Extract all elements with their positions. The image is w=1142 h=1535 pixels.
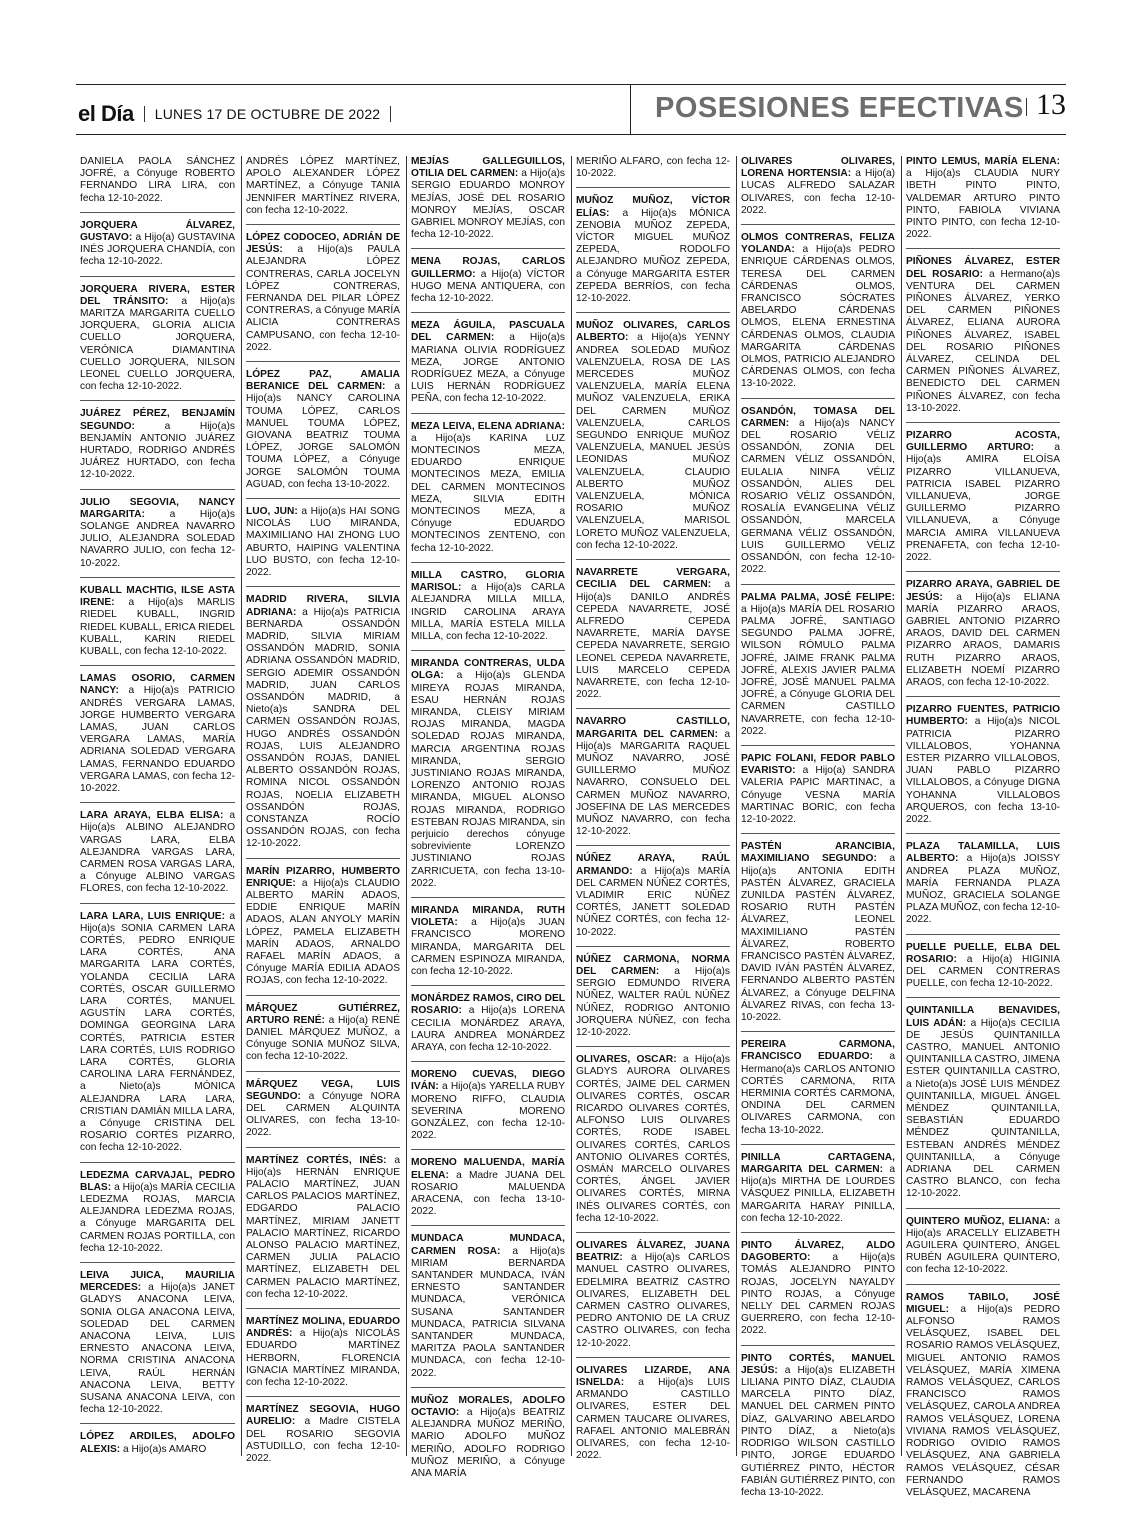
deceased-name: MUÑOZ MUÑOZ, VÍCTOR ELÍAS: <box>576 195 730 219</box>
notice-entry <box>741 406 895 585</box>
notice-entry <box>80 1431 235 1462</box>
notice-entry <box>576 567 730 709</box>
heirs-text: a Hijo(a)s GLENDA MIREYA ROJAS MIRANDA, ESAU HERNÁN ROJAS MIRANDA, CLEISY MIRIAM ROJAS MIRANDA, MAGDA SOLEDAD ROJAS MIRANDA, MARCIA ARGENTINA ROJAS MIRANDA, SERGIO JUSTINIANO ROJAS MIRANDA, LORENZO ANTONIO ROJAS MIRANDA, MIGUEL ALONSO ROJAS MIRANDA, RODRIGO ESTEBAN ROJAS MIRANDA, sin perjuicio derechos cónyuge sobreviviente LORENZO JUSTINIANO ROJAS ZARRICUETA, con fecha 13-10-2022. <box>411 670 565 889</box>
heirs-text: a Hijo(a)s GLADYS AURORA OLIVARES CORTÉS, JAIME DEL CARMEN OLIVARES CORTÉS, OSCAR RICARDO OLIVARES CORTÉS, ALFONSO LUIS OLIVARES CORTÉS, RODE ISABEL OLIVARES CORTÉS, CARLOS ANTONIO OLIVARES CORTÉS, OSMÁN MARCELO OLIVARES CORTÉS, ÁNGEL JAVIER OLIVARES CORTÉS, MIRNA INÉS OLIVARES CORTÉS, con fecha 12-10-2022. <box>576 1054 730 1224</box>
heirs-text: a Hijo(a)s TOMÁS ALEJANDRO PINTO ROJAS, JOCELYN NAYALDY PINTO ROJAS, a Cónyuge NELLY DEL CARMEN ROJAS GUERRERO, con fecha 12-10-2022. <box>741 1252 895 1337</box>
deceased-name: PAPIC FOLANI, FEDOR PABLO EVARISTO: <box>741 752 895 777</box>
heirs-text: a Hijo(a)s CARLA ALEJANDRA MILLA MILLA, INGRID CAROLINA ARAYA MILLA, MARÍA ESTELA MILLA MILLA, con fecha 12-10-2022. <box>411 582 565 642</box>
heirs-text: a Hijo(a)s BENJAMÍN ANTONIO JUÁREZ HURTADO, RODRIGO ANDRÉS JUÁREZ HURTADO, con fecha 12-10-2022. <box>80 420 235 481</box>
notice-entry <box>246 506 400 587</box>
deceased-name: PASTÉN ARANCIBIA, MAXIMILIANO SEGUNDO: <box>741 841 895 865</box>
heirs-text: a Hijo(a)s MARGARITA RAQUEL MUÑOZ NAVARRO, JOSÉ GUILLERMO MUÑOZ NAVARRO, CONSUELO DEL CARMEN MUÑOZ NAVARRO, JOSEFINA DE LAS MERCEDES MUÑOZ NAVARRO, con fecha 12-10-2022. <box>576 728 730 838</box>
heirs-text: a Hijo(a)s HERNÁN ENRIQUE PALACIO MARTÍNEZ, JUAN CARLOS PALACIOS MARTÍNEZ, EDGARDO PALACIO MARTÍNEZ, MIRIAM JANETT PALACIO MARTÍNEZ, RICARDO ALONSO PALACIO MARTÍNEZ, CARMEN JULIA PALACIO MARTÍNEZ, ELIZABETH DEL CARMEN PALACIO MARTÍNEZ, con fecha 12-10-2022. <box>246 1154 400 1300</box>
heirs-text: a Hijo(a)s MÓNICA ZENOBIA MUÑOZ ZEPEDA, VÍCTOR MIGUEL MUÑOZ ZEPEDA, RODOLFO ALEJANDRO MUÑOZ ZEPEDA, a Cónyuge MARGARITA ESTER ZEPEDA BERRÍOS, con fecha 12-10-2022. <box>576 207 730 305</box>
deceased-name: MARTÍNEZ MOLINA, EDUARDO ANDRÉS: <box>246 1316 400 1340</box>
heirs-text: a Hijo(a)s MARÍA DEL CARMEN NÚÑEZ CORTÉS, VLADIMIR ERIC NÚÑEZ CORTÉS, JANETT SOLEDAD NÚÑEZ CORTÉS, con fecha 12-10-2022. <box>576 865 730 938</box>
deceased-name: LÓPEZ PAZ, AMALIA BERANICE DEL CARMEN: <box>246 369 400 393</box>
notice-entry <box>80 156 235 213</box>
deceased-name: OLMOS CONTRERAS, FELIZA YOLANDA: <box>741 232 895 256</box>
header-vertical-rule <box>630 84 631 134</box>
notice-entry <box>906 579 1060 697</box>
heirs-text: a Hijo(a)s JANET GLADYS ANACONA LEIVA, SONIA OLGA ANACONA LEIVA, SOLEDAD DEL CARMEN ANACONA LEIVA, LUIS ERNESTO ANACONA LEIVA, NORMA CRISTINA ANACONA LEIVA, RAÚL HERNÁN ANACONA LEIVA, BETTY SUSANA ANACONA LEIVA, con fecha 12-10-2022. <box>80 1282 235 1416</box>
notice-entry <box>411 1395 565 1487</box>
heirs-text: a Hijo(a)s NICOL PATRICIA PIZARRO VILLALOBOS, YOHANNA ESTER PIZARRO VILLALOBOS, JUAN PABLO PIZARRO VILLALOBOS, a Cónyuge DIGNA YOHANNA VILLALOBOS ARQUEROS, con fecha 13-10-2022. <box>906 716 1060 825</box>
deceased-name: PIZARRO ACOSTA, GUILLERMO ARTURO: <box>906 430 1060 454</box>
deceased-name: LAMAS OSORIO, CARMEN NANCY: <box>80 673 235 697</box>
notice-entry <box>246 156 400 225</box>
notice-entry <box>906 430 1060 572</box>
notice-entry <box>576 156 730 188</box>
notice-entry <box>411 1069 565 1150</box>
deceased-name: MUNDACA MUNDACA, CARMEN ROSA: <box>411 1233 565 1257</box>
header-top-rule <box>76 84 1066 85</box>
notice-entry <box>246 1079 400 1148</box>
notice-entry <box>411 256 565 313</box>
heirs-text: MERIÑO ALFARO, con fecha 12-10-2022. <box>576 156 730 180</box>
heirs-text: a Hijo(a)s BEATRIZ ALEJANDRA MUÑOZ MERIÑO, MARIO ADOLFO MUÑOZ MERIÑO, ADOLFO RODRIGO MUÑOZ MERIÑO, a Cónyuge ANA MARÍA <box>411 1407 565 1480</box>
deceased-name: PIZARRO FUENTES, PATRICIO HUMBERTO: <box>906 704 1060 728</box>
heirs-text: a Hijo(a)s DANILO ANDRÉS CEPEDA NAVARRETE, JOSÉ ALFREDO CEPEDA NAVARRETE, MARÍA DAYSE CEPEDA NAVARRETE, SERGIO LEONEL CEPEDA NAVARRETE, LUIS MARCELO CEPEDA NAVARRETE, con fecha 12-10-2022. <box>576 579 730 701</box>
deceased-name: QUINTERO MUÑOZ, ELIANA: <box>906 1215 1050 1227</box>
notice-entry <box>246 1316 400 1397</box>
masthead <box>78 100 401 128</box>
notice-entry <box>906 1216 1060 1285</box>
notice-entry <box>906 942 1060 999</box>
masthead-divider <box>144 106 145 122</box>
heirs-text: a Hijo(a) GUSTAVINA INÉS JORQUERA CHANDÍA, con fecha 12-10-2022. <box>80 232 235 268</box>
notice-entry <box>906 256 1060 423</box>
heirs-text: a Hijo(a)s SERGIO EDUARDO MONROY MEJÍAS, JOSÉ DEL ROSARIO MONROY MEJÍAS, OSCAR GABRIEL MONROY MEJÍAS, con fecha 12-10-2022. <box>411 168 565 241</box>
deceased-name: LÓPEZ CODOCEO, ADRIÁN DE JESÚS: <box>246 232 400 256</box>
heirs-text: a Hijo(a)s LORENA CECILIA MONÁRDEZ ARAYA, LAURA ANDREA MONÁRDEZ ARAYA, con fecha 12-10-2022. <box>411 1005 565 1053</box>
column-6 <box>901 156 1066 1498</box>
heirs-text: ANDRÉS LÓPEZ MARTÍNEZ, APOLO ALEXANDER LÓPEZ MARTÍNEZ, a Cónyuge TANIA JENNIFER MARTÍNEZ RIVERA, con fecha 12-10-2022. <box>246 156 400 216</box>
heirs-text: DANIELA PAOLA SÁNCHEZ JOFRÉ, a Cónyuge ROBERTO FERNANDO LIRA LIRA, con fecha 12-10-2022. <box>80 156 235 204</box>
notice-entry <box>411 421 565 563</box>
deceased-name: LUO, JUN: <box>246 506 298 518</box>
column-5 <box>736 156 901 1498</box>
heirs-text: a Hijo(a)s MARITZA MARGARITA CUELLO JORQUERA, GLORIA ALICIA CUELLO JORQUERA, VERÓNICA DIAMANTINA CUELLO JORQUERA, NILSON LEONEL CUELLO JORQUERA, con fecha 12-10-2022. <box>80 295 235 393</box>
notice-entry <box>80 408 235 489</box>
notice-entry <box>80 673 235 803</box>
notice-entry <box>906 156 1060 249</box>
deceased-name: OLIVARES ÁLVAREZ, JUANA BEATRIZ: <box>576 1240 730 1264</box>
deceased-name: MÁRQUEZ VEGA, LUIS SEGUNDO: <box>246 1078 400 1102</box>
deceased-name: OSANDÓN, TOMASA DEL CARMEN: <box>741 405 895 429</box>
notice-entry <box>576 195 730 313</box>
heirs-text: a Hijo(a)s YENNY ANDREA SOLEDAD MUÑOZ VALENZUELA, ROSA DE LAS MERCEDES MUÑOZ VALENZUELA, MARÍA ELENA MUÑOZ VALENZUELA, ERIKA DEL CARMEN MUÑOZ VALENZUELA, CARLOS SEGUNDO ENRIQUE MUÑOZ VALENZUELA, MANUEL JESÚS LEONIDAS MUÑOZ VALENZUELA, CLAUDIO ALBERTO MUÑOZ VALENZUELA, MÓNICA ROSARIO MUÑOZ VALENZUELA, MARISOL LORETO MUÑOZ VALENZUELA, con fecha 12-10-2022. <box>576 332 730 551</box>
heirs-text: a Hijo(a) RENÉ DANIEL MÁRQUEZ MUÑOZ, a Cónyuge SONIA MUÑOZ SILVA, con fecha 12-10-2022. <box>246 1014 400 1063</box>
heirs-text: a Hijo(a)s MARÍA DEL ROSARIO PALMA JOFRÉ, SANTIAGO SEGUNDO PALMA JOFRÉ, WILSON RÓMULO PALMA JOFRÉ, JAIME FRANK PALMA JOFRÉ, ALEXIS JAVIER PALMA JOFRÉ, JOSÉ MANUEL PALMA JOFRÉ, a Cónyuge GLORIA DEL CARMEN CASTILLO NAVARRETE, con fecha 12-10-2022. <box>741 603 895 737</box>
notice-entry <box>246 232 400 362</box>
notice-entry <box>576 853 730 946</box>
notice-entry <box>576 716 730 846</box>
notice-entry <box>741 1039 895 1145</box>
deceased-name: LEDEZMA CARVAJAL, PEDRO BLAS: <box>80 1169 235 1193</box>
heirs-text: a Hijo(a)s NANCY DEL ROSARIO VÉLIZ OSSANDÓN, ZONIA DEL CARMEN VÉLIZ OSSANDÓN, EULALIA NINFA VÉLIZ OSSANDÓN, ALIES DEL ROSARIO VÉLIZ OSSANDÓN, ROSALÍA EVANGELINA VÉLIZ OSSANDÓN, MARCELA GERMANA VÉLIZ OSSANDÓN, LUIS GUILLERMO VÉLIZ OSSANDÓN, con fecha 12-10-2022. <box>741 417 895 576</box>
heirs-text: a Hijo(a)s NANCY CAROLINA TOUMA LÓPEZ, CARLOS MANUEL TOUMA LÓPEZ, GIOVANA BEATRIZ TOUMA LÓPEZ, JORGE SALOMÓN TOUMA LÓPEZ, a Cónyuge JORGE SALOMÓN TOUMA AGUAD, con fecha 13-10-2022. <box>246 381 400 490</box>
heirs-text: a Hijo(a)s YARELLA RUBY MORENO RIFFO, CLAUDIA SEVERINA MORENO GONZÁLEZ, con fecha 12-10-2022. <box>411 1081 565 1142</box>
notice-entry <box>906 841 1060 934</box>
notice-entry <box>246 1003 400 1072</box>
notice-entry <box>80 810 235 903</box>
heirs-text: a Madre CISTELA DEL ROSARIO SEGOVIA ASTUDILLO, con fecha 12-10-2022. <box>246 1416 400 1465</box>
heirs-text: a Hijo(a) VÍCTOR HUGO MENA ANTIQUERA, con fecha 12-10-2022. <box>411 268 565 305</box>
notice-entry <box>411 905 565 986</box>
notice-entry <box>246 1404 400 1472</box>
heirs-text: a Hijo(a)s ALBINO ALEJANDRO VARGAS LARA, ELBA ALEJANDRA VARGAS LARA, CARMEN ROSA VARGAS LARA, a Cónyuge ALBINO VARGAS FLORES, con fecha 12-10-2022. <box>80 810 235 895</box>
heirs-text: a Hermano(a)s VENTURA DEL CARMEN PIÑONES ÁLVAREZ, YERKO DEL CARMEN PIÑONES ÁLVAREZ, ELIANA AURORA PIÑONES ÁLVAREZ, ISABEL DEL ROSARIO PIÑONES ÁLVAREZ, CELINDA DEL CARMEN PIÑONES ÁLVAREZ, BENEDICTO DEL CARMEN PIÑONES ÁLVAREZ, con fecha 13-10-2022. <box>906 268 1060 414</box>
heirs-text: a Hijo(a)s ARACELLY ELIZABETH AGUILERA QUINTERO, ÁNGEL RUBÉN AGUILERA QUINTERO, con fecha 12-10-2022. <box>906 1215 1060 1276</box>
heirs-text: a Hijo(a)s PATRICIA BERNARDA OSSANDÓN MADRID, SILVIA MIRIAM OSSANDÓN MADRID, SONIA ADRIANA OSSANDÓN MADRID, SERGIO ADEMIR OSSANDÓN MADRID, JUAN CARLOS OSSANDÓN MADRID, a Nieto(a)s SANDRA DEL CARMEN OSSANDÓN ROJAS, HUGO ANDRÉS OSSANDÓN ROJAS, LUIS ALEJANDRO OSSANDÓN ROJAS, DANIEL ALBERTO OSSANDÓN ROJAS, ROMINA NICOL OSSANDÓN ROJAS, NOELIA ELIZABETH OSSANDÓN ROJAS, CONSTANZA ROCÍO OSSANDÓN ROJAS, con fecha 12-10-2022. <box>246 606 400 850</box>
notice-entry <box>741 592 895 746</box>
notice-entry <box>80 220 235 277</box>
notice-entry <box>741 841 895 1032</box>
heirs-text: a Hijo(a)s CARLOS MANUEL CASTRO OLIVARES, EDELMIRA BEATRIZ CASTRO OLIVARES, ELIZABETH DEL CARMEN CASTRO OLIVARES, PEDRO ANTONIO DE LA CRUZ CASTRO OLIVARES, con fecha 12-10-2022. <box>576 1252 730 1349</box>
notice-entry <box>741 232 895 399</box>
notice-entry <box>411 993 565 1062</box>
deceased-name: LARA ARAYA, ELBA ELISA: <box>80 810 224 822</box>
page-number-divider <box>1026 98 1027 116</box>
deceased-name: MARTÍNEZ CORTÉS, INÉS: <box>246 1154 387 1166</box>
heirs-text: a Madre JUANA DEL ROSARIO MALUENDA ARACENA, con fecha 13-10-2022. <box>411 1169 565 1218</box>
heirs-text: a Hijo(a)s AMIRA ELOÍSA PIZARRO VILLANUEVA, PATRICIA ISABEL PIZARRO VILLANUEVA, JORGE GUILLERMO PIZARRO VILLANUEVA, a Cónyuge MARCIA AMIRA VILLANUEVA PRENAFETA, con fecha 12-10-2022. <box>906 442 1060 564</box>
notice-entry <box>741 753 895 834</box>
heirs-text: a Hijo(a)s SOLANGE ANDREA NAVARRO JULIO, ALEJANDRA SOLEDAD NAVARRO JULIO, con fecha 12-10-2022. <box>80 508 235 569</box>
deceased-name: JUÁREZ PÉREZ, BENJAMÍN SEGUNDO: <box>80 408 235 432</box>
heirs-text: a Hijo(a)s PEDRO ALFONSO RAMOS VELÁSQUEZ, ISABEL DEL ROSARIO RAMOS VELÁSQUEZ, MIGUEL ANTONIO RAMOS VELÁSQUEZ, MARÍA XIMENA RAMOS VELÁSQUEZ, CARLOS FRANCISCO RAMOS VELÁSQUEZ, CAROLA ANDREA RAMOS VELÁSQUEZ, LORENA VIVIANA RAMOS VELÁSQUEZ, RODRIGO OVIDIO RAMOS VELÁSQUEZ, ANA GABRIELA RAMOS VELÁSQUEZ, CÉSAR FERNANDO RAMOS VELÁSQUEZ, MACARENA <box>906 1303 1060 1498</box>
notice-entry <box>411 156 565 249</box>
heirs-text: a Hijo(a)s ELIANA MARÍA PIZARRO ARAOS, GABRIEL ANTONIO PIZARRO ARAOS, DAVID DEL CARMEN PIZARRO ARAOS, DAMARIS RUTH PIZARRO ARAOS, ELIZABETH NOEMÍ PIZARRO ARAOS, con fecha 12-10-2022. <box>906 591 1060 688</box>
notice-entry <box>576 1054 730 1233</box>
notice-entry <box>576 1240 730 1358</box>
deceased-name: MORENO CUEVAS, DIEGO IVÁN: <box>411 1069 565 1093</box>
notice-entry <box>246 866 400 996</box>
heirs-text: a Hijo(a)s PEDRO ENRIQUE CÁRDENAS OLMOS, TERESA DEL CARMEN CÁRDENAS OLMOS, FRANCISCO SÓCRATES ABELARDO CÁRDENAS OLMOS, ELENA ERNESTINA CÁRDENAS OLMOS, CLAUDIA MARGARITA CÁRDENAS OLMOS, PATRICIO ALEJANDRO CÁRDENAS OLMOS, con fecha 13-10-2022. <box>741 244 895 390</box>
deceased-name: MUÑOZ OLIVARES, CARLOS ALBERTO: <box>576 320 730 344</box>
deceased-name: PINTO ÁLVAREZ, ALDO DAGOBERTO: <box>741 1240 895 1264</box>
heirs-text: a Hijo(a)s MARIANA OLIVIA RODRÍGUEZ MEZA, JORGE ANTONIO RODRÍGUEZ MEZA, a Cónyuge LUIS HERNÁN RODRÍGUEZ PEÑA, con fecha 12-10-2022. <box>411 332 566 405</box>
notice-columns <box>76 156 1066 1498</box>
heirs-text: a Hijo(a)s CLAUDIO ALBERTO MARÍN ADAOS, EDDIE ENRIQUE MARÍN ADAOS, ALAN ANYOLY MARÍN LÓPEZ, PAMELA ELIZABETH MARÍN ADAOS, ARNALDO RAFAEL MARÍN ADAOS, a Cónyuge MARÍA EDILIA ADAOS ROJAS, con fecha 12-10-2022. <box>246 877 400 987</box>
heirs-text: a Hijo(a)s HAI SONG NICOLÁS LUO MIRANDA, MAXIMILIANO HAI ZHONG LUO ABURTO, HAIPING VALENTINA LUO BUSTO, con fecha 12-10-2022. <box>246 506 400 579</box>
heirs-text: a Cónyuge NORA DEL CARMEN ALQUINTA OLIVARES, con fecha 13-10-2022. <box>246 1090 400 1139</box>
deceased-name: PINTO LEMUS, MARÍA ELENA: <box>906 156 1060 167</box>
heirs-text: a Hijo(a)s KARINA LUZ MONTECINOS MEZA, EDUARDO ENRIQUE MONTECINOS MEZA, EMILIA DEL CARMEN MONTECINOS MEZA, SILVIA EDITH MONTECINOS MEZA, a Cónyuge EDUARDO MONTECINOS ZENTENO, con fecha 12-10-2022. <box>411 432 565 554</box>
notice-entry <box>906 1005 1060 1208</box>
notice-entry <box>906 1292 1060 1506</box>
masthead-divider-2 <box>390 106 391 122</box>
notice-entry <box>246 594 400 858</box>
notice-entry <box>576 320 730 560</box>
deceased-name: OLIVARES OLIVARES, LORENA HORTENSIA: <box>741 156 895 180</box>
column-1 <box>76 156 241 1456</box>
deceased-name: LÓPEZ ARDILES, ADOLFO ALEXIS: <box>80 1431 235 1455</box>
page-number: 13 <box>1036 88 1066 121</box>
deceased-name: JORQUERA ÁLVAREZ, GUSTAVO: <box>80 219 235 244</box>
deceased-name: MADRID RIVERA, SILVIA ADRIANA: <box>246 594 400 618</box>
deceased-name: MIRANDA CONTRERAS, ULDA OLGA: <box>411 658 565 682</box>
deceased-name: LEIVA JUICA, MAURILIA MERCEDES: <box>80 1270 235 1294</box>
heirs-text: a Hijo(a)s MIRTHA DE LOURDES VÁSQUEZ PINILLA, ELIZABETH MARGARITA HARAY PINILLA, con fecha 12-10-2022. <box>741 1164 895 1224</box>
heirs-text: a Hijo(a)s JUAN FRANCISCO MORENO MIRANDA, MARGARITA DEL CARMEN ESPINOZA MIRANDA, con fecha 12-10-2022. <box>411 917 565 977</box>
notice-entry <box>80 284 235 402</box>
notice-entry <box>906 704 1060 834</box>
notice-entry <box>80 1270 235 1424</box>
notice-entry <box>411 1157 565 1226</box>
notice-entry <box>80 497 235 578</box>
notice-entry <box>411 1233 565 1387</box>
notice-entry <box>576 1365 730 1470</box>
newspaper-logo: el Día <box>78 101 134 126</box>
deceased-name: OLIVARES LIZARDE, ANA ISNELDA: <box>576 1364 730 1389</box>
notice-entry <box>741 156 895 225</box>
heirs-text: a Hijo(a)s ELIZABETH LILIANA PINTO DÍAZ, CLAUDIA MARCELA PINTO DÍAZ, MANUEL DEL CARMEN PINTO DÍAZ, GALVARINO ABELARDO PINTO DÍAZ, a Nieto(a)s RODRIGO WILSON CASTILLO PINTO, JORGE EDUARDO GUTIÉRREZ PINTO, HÉCTOR FABIÁN GUTIÉRREZ PINTO, con fecha 13-10-2022. <box>741 1364 895 1498</box>
deceased-name: PINILLA CARTAGENA, MARGARITA DEL CARMEN: <box>741 1151 895 1176</box>
deceased-name: MÁRQUEZ GUTIÉRREZ, ARTURO RENÉ: <box>246 1002 400 1026</box>
deceased-name: MEZA LEIVA, ELENA ADRIANA: <box>411 420 565 432</box>
deceased-name: MENA ROJAS, CARLOS GUILLERMO: <box>411 256 565 280</box>
heirs-text: a Hijo(a)s CECILIA DE JESÚS QUINTANILLA CASTRO, MANUEL ANTONIO QUINTANILLA CASTRO, JIMENA ESTER QUINTANILLA CASTRO, a Nieto(a)s JOSÉ LUIS MÉNDEZ QUINTANILLA, MIGUEL ÁNGEL MÉNDEZ QUINTANILLA, SEBASTIÁN EDUARDO MÉNDEZ QUINTANILLA, ESTEBAN ANDRÉS MÉNDEZ QUINTANILLA, a Cónyuge ADRIANA DEL CARMEN CASTRO BLANCO, con fecha 12-10-2022. <box>906 1017 1060 1200</box>
deceased-name: KUBALL MACHTIG, ILSE ASTA IRENE: <box>80 584 235 609</box>
heirs-text: a Hijo(a) HIGINIA DEL CARMEN CONTRERAS PUELLE, con fecha 12-10-2022. <box>906 953 1060 990</box>
deceased-name: NAVARRETE VERGARA, CECILIA DEL CARMEN: <box>576 567 730 591</box>
notice-entry <box>246 369 400 499</box>
notice-entry <box>80 1170 235 1263</box>
deceased-name: MEJÍAS GALLEGUILLOS, OTILIA DEL CARMEN: <box>411 156 565 180</box>
notice-entry <box>80 585 235 666</box>
section-title: POSESIONES EFECTIVAS <box>655 92 1024 124</box>
notice-entry <box>411 658 565 898</box>
heirs-text: a Hijo(a)s LUIS ARMANDO CASTILLO OLIVARES, ESTER DEL CARMEN TAUCARE OLIVARES, RAFAEL ANTONIO MALEBRÁN OLIVARES, con fecha 12-10-2022. <box>576 1377 730 1462</box>
deceased-name: PIÑONES ÁLVAREZ, ESTER DEL ROSARIO: <box>906 256 1060 280</box>
deceased-name: PUELLE PUELLE, ELBA DEL ROSARIO: <box>906 941 1060 965</box>
deceased-name: MARTÍNEZ SEGOVIA, HUGO AURELIO: <box>246 1404 400 1428</box>
notice-entry <box>741 1353 895 1506</box>
deceased-name: MILLA CASTRO, GLORIA MARISOL: <box>411 569 565 594</box>
deceased-name: PIZARRO ARAYA, GABRIEL DE JESÚS: <box>906 579 1060 603</box>
deceased-name: MONÁRDEZ RAMOS, CIRO DEL ROSARIO: <box>411 993 565 1017</box>
heirs-text: a Hijo(a)s ANTONIA EDITH PASTÉN ÁLVAREZ, GRACIELA ZUNILDA PASTÉN ÁLVAREZ, ROSARIO RUTH PASTÉN ÁLVAREZ, LEONEL MAXIMILIANO PASTÉN ÁLVAREZ, ROBERTO FRANCISCO PASTÉN ÁLVAREZ, DAVID IVÁN PASTÉN ÁLVAREZ, FERNANDO ALBERTO PASTÉN ÁLVAREZ, a Cónyuge DELFINA ÁLVAREZ RIVAS, con fecha 13-10-2022. <box>741 853 895 1023</box>
deceased-name: PALMA PALMA, JOSÉ FELIPE: <box>741 591 895 603</box>
deceased-name: MIRANDA MIRANDA, RUTH VIOLETA: <box>411 904 565 929</box>
header-bottom-rule <box>76 134 1066 135</box>
heirs-text: a Hijo(a)s MARÍA CECILIA LEDEZMA ROJAS, MARCIA ALEJANDRA LEDEZMA ROJAS, a Cónyuge MARGARITA DEL CARMEN ROJAS PORTILLA, con fecha 12-10-2022. <box>80 1181 235 1254</box>
heirs-text: a Hijo(a)s SERGIO EDMUNDO RIVERA NÚÑEZ, WALTER RAÚL NÚÑEZ NÚÑEZ, RODRIGO ANTONIO JORQUERA NÚÑEZ, con fecha 12-10-2022. <box>576 965 731 1038</box>
deceased-name: NÚÑEZ CARMONA, NORMA DEL CARMEN: <box>576 953 730 977</box>
deceased-name: LARA LARA, LUIS ENRIQUE: <box>80 910 225 922</box>
heirs-text: a Hijo(a)s MARLIS RIEDEL KUBALL, INGRID RIEDEL KUBALL, ERICA RIEDEL KUBALL, KARIN RIEDEL KUBALL, con fecha 12-10-2022. <box>80 597 235 657</box>
deceased-name: JORQUERA RIVERA, ESTER DEL TRÁNSITO: <box>80 283 235 307</box>
heirs-text: a Hermano(a)s CARLOS ANTONIO CORTÉS CARMONA, RITA HERMINIA CORTÉS CARMONA, ONDINA DEL CARMEN OLIVARES CARMONA, con fecha 13-10-2022. <box>741 1051 895 1136</box>
notice-entry <box>411 320 565 413</box>
heirs-text: a Hijo(a)s PATRICIO ANDRÉS VERGARA LAMAS, JORGE HUMBERTO VERGARA LAMAS, JUAN CARLOS VERGARA LAMAS, MARÍA ADRIANA SOLEDAD VERGARA LAMAS, FERNANDO EDUARDO VERGARA LAMAS, con fecha 12-10-2022. <box>80 685 235 794</box>
deceased-name: OLIVARES, OSCAR: <box>576 1054 677 1066</box>
column-2 <box>241 156 406 1465</box>
deceased-name: NÚÑEZ ARAYA, RAÚL ARMANDO: <box>576 853 730 877</box>
notice-entry <box>576 954 730 1047</box>
deceased-name: JULIO SEGOVIA, NANCY MARGARITA: <box>80 496 235 520</box>
heirs-text: a Hijo(a)s PAULA ALEJANDRA LÓPEZ CONTRERAS, CARLA JOCELYN LÓPEZ CONTRERAS, FERNANDA DEL PILAR LÓPEZ CONTRERAS, a Cónyuge MARÍA ALICIA CONTRERAS CAMPUSANO, con fecha 12-10-2022. <box>246 244 400 353</box>
heirs-text: a Hijo(a)s MIRIAM BERNARDA SANTANDER MUNDACA, IVÁN ERNESTO SANTANDER MUNDACA, VERÓNICA SUSANA SANTANDER MUNDACA, PATRICIA SILVANA SANTANDER MUNDACA, MARITZA PAOLA SANTANDER MUNDACA, con fecha 12-10-2022. <box>411 1245 565 1379</box>
deceased-name: MORENO MALUENDA, MARÍA ELENA: <box>411 1157 565 1181</box>
heirs-text: a Hijo(a)s SONIA CARMEN LARA CORTÉS, PEDRO ENRIQUE LARA CORTÉS, ANA MARGARITA LARA CORTÉS, YOLANDA CECILIA LARA CORTÉS, OSCAR GUILLERMO LARA CORTÉS, MANUEL AGUSTÍN LARA CORTÉS, DOMINGA GEORGINA LARA CORTÉS, PATRICIA ESTER LARA CORTÉS, LUIS RODRIGO LARA CORTÉS, GLORIA CAROLINA LARA FERNÁNDEZ, a Nieto(a)s MÓNICA ALEJANDRA LARA LARA, CRISTIAN DAMIÁN MILLA LARA, a Cónyuge CRISTINA DEL ROSARIO CORTÉS PIZARRO, con fecha 12-10-2022. <box>80 910 235 1154</box>
deceased-name: PINTO CORTÉS, MANUEL JESÚS: <box>741 1352 895 1376</box>
deceased-name: MUÑOZ MORALES, ADOLFO OCTAVIO: <box>411 1394 565 1419</box>
column-3 <box>406 156 571 1480</box>
notice-entry <box>80 911 235 1163</box>
heirs-text: a Hijo(a) LUCAS ALFREDO SALAZAR OLIVARES, con fecha 12-10-2022. <box>741 168 895 216</box>
heirs-text: a Hijo(a)s AMARO <box>123 1443 207 1455</box>
deceased-name: MEZA ÁGUILA, PASCUALA DEL CARMEN: <box>411 320 565 344</box>
heirs-text: a Hijo(a)s NICOLÁS EDUARDO MARTÍNEZ HERBORN, FLORENCIA IGNACIA MARTÍNEZ MIRANDA, con fecha 12-10-2022. <box>246 1328 400 1389</box>
deceased-name: MARÍN PIZARRO, HUMBERTO ENRIQUE: <box>246 865 400 889</box>
deceased-name: PLAZA TALAMILLA, LUIS ALBERTO: <box>906 841 1060 865</box>
heirs-text: a Hijo(a)s JOISSY ANDREA PLAZA MUÑOZ, MARÍA FERNANDA PLAZA MUÑOZ, GRACIELA SOLANGE PLAZA MUÑOZ, con fecha 12-10-2022. <box>906 853 1061 926</box>
notice-entry <box>741 1240 895 1346</box>
notice-entry <box>741 1152 895 1233</box>
heirs-text: a Hijo(a) SANDRA VALERIA PAPIC MARTINAC, a Cónyuge VESNA MARÍA MARTINAC BORIC, con fecha 12-10-2022. <box>741 765 895 825</box>
column-4 <box>571 156 736 1462</box>
deceased-name: PEREIRA CARMONA, FRANCISCO EDUARDO: <box>741 1039 895 1063</box>
notice-entry <box>246 1155 400 1309</box>
deceased-name: QUINTANILLA BENAVIDES, LUIS ADÁN: <box>906 1005 1060 1029</box>
deceased-name: RAMOS TABILO, JOSÉ MIGUEL: <box>906 1291 1060 1315</box>
notice-entry <box>411 570 565 651</box>
deceased-name: NAVARRO CASTILLO, MARGARITA DEL CARMEN: <box>576 716 730 740</box>
issue-date: LUNES 17 DE OCTUBRE DE 2022 <box>154 106 381 122</box>
heirs-text: a Hijo(a)s CLAUDIA NURY IBETH PINTO PINTO, VALDEMAR ARTURO PINTO PINTO, FABIOLA VIVIANA PINTO PINTO, con fecha 12-10-2022. <box>906 168 1060 241</box>
